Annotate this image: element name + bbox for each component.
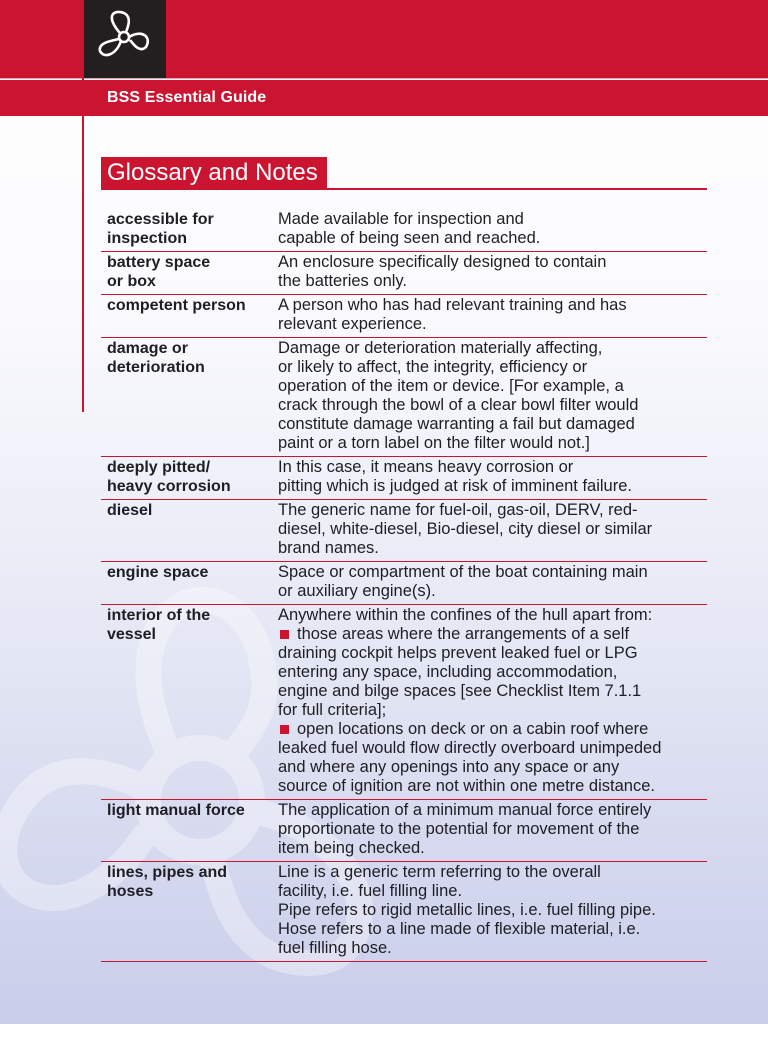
term-line: diesel: [107, 502, 153, 519]
glossary-term: [101, 863, 278, 958]
definition-text: the batteries only.: [278, 272, 408, 290]
glossary-term: [101, 801, 278, 858]
definition-text: or likely to affect, the integrity, efficiency or: [278, 358, 588, 376]
definition-text: pitting which is judged at risk of imminent failure.: [278, 477, 632, 495]
glossary-row: [101, 862, 707, 962]
square-bullet-icon: [280, 630, 289, 639]
definition-text: constitute damage warranting a fail but damaged: [278, 415, 635, 433]
logo: [84, 0, 166, 78]
definition-text: engine and bilge spaces [see Checklist Item 7.1.1: [278, 682, 642, 700]
guide-label: BSS Essential Guide: [107, 89, 267, 106]
definition-text: facility, i.e. fuel filling line.: [278, 882, 463, 900]
definition-line: [278, 739, 707, 758]
definition-text: Pipe refers to rigid metallic lines, i.e. fuel filling pipe.: [278, 901, 656, 919]
definition-line: [278, 210, 707, 229]
definition-text: crack through the bowl of a clear bowl filter would: [278, 396, 639, 414]
glossary-term: [101, 339, 278, 453]
definition-line: [278, 663, 707, 682]
definition-text: those areas where the arrangements of a self: [297, 625, 630, 643]
glossary-term: [101, 253, 278, 291]
definition-line: [278, 606, 707, 625]
definition-line: [278, 272, 707, 291]
term-line: engine space: [107, 564, 209, 581]
definition-text: Made available for inspection and: [278, 210, 524, 228]
glossary-row: [101, 800, 707, 862]
definition-line: [278, 939, 707, 958]
definition-text: leaked fuel would flow directly overboard unimpeded: [278, 739, 662, 757]
definition-line: [278, 758, 707, 777]
definition-text: An enclosure specifically designed to contain: [278, 253, 607, 271]
definition-text: Line is a generic term referring to the overall: [278, 863, 601, 881]
term-line: deterioration: [107, 359, 205, 376]
definition-text: or auxiliary engine(s).: [278, 582, 436, 600]
definition-line: [278, 820, 707, 839]
definition-text: Space or compartment of the boat containing main: [278, 563, 648, 581]
definition-text: diesel, white-diesel, Bio-diesel, city diesel or similar: [278, 520, 653, 538]
term-line: or box: [107, 273, 156, 290]
glossary-definition: [278, 296, 707, 334]
glossary-definition: [278, 801, 707, 858]
definition-line: [278, 920, 707, 939]
glossary-definition: [278, 339, 707, 453]
definition-line: [278, 315, 707, 334]
definition-text: fuel filling hose.: [278, 939, 392, 957]
definition-line: [278, 501, 707, 520]
margin-rule: [82, 0, 84, 412]
definition-line: [278, 582, 707, 601]
definition-line: [278, 458, 707, 477]
term-line: light manual force: [107, 802, 245, 819]
definition-line: [278, 563, 707, 582]
glossary-row: [101, 295, 707, 338]
definition-line: [278, 296, 707, 315]
term-line: interior of the: [107, 607, 211, 624]
glossary-table: [101, 209, 707, 962]
section-title: Glossary and Notes: [101, 157, 327, 189]
glossary-definition: [278, 501, 707, 558]
glossary-definition: [278, 563, 707, 601]
definition-text: The application of a minimum manual force entirely: [278, 801, 652, 819]
definition-text: and where any openings into any space or any: [278, 758, 620, 776]
term-line: accessible for: [107, 211, 214, 228]
definition-line: [278, 644, 707, 663]
glossary-row: [101, 209, 707, 252]
term-line: deeply pitted/: [107, 459, 211, 476]
term-line: competent person: [107, 297, 246, 314]
definition-text: draining cockpit helps prevent leaked fuel or LPG: [278, 644, 638, 662]
definition-text: In this case, it means heavy corrosion or: [278, 458, 574, 476]
definition-line: [278, 358, 707, 377]
definition-text: relevant experience.: [278, 315, 427, 333]
glossary-row: [101, 605, 707, 800]
definition-text: for full criteria];: [278, 701, 387, 719]
term-line: heavy corrosion: [107, 478, 231, 495]
definition-text: operation of the item or device. [For example, a: [278, 377, 624, 395]
square-bullet-icon: [280, 725, 289, 734]
term-line: hoses: [107, 883, 154, 900]
header-divider: [0, 78, 768, 79]
definition-text: Hose refers to a line made of flexible material, i.e.: [278, 920, 641, 938]
definition-line: [278, 520, 707, 539]
definition-text: capable of being seen and reached.: [278, 229, 541, 247]
term-line: lines, pipes and: [107, 864, 228, 881]
glossary-definition: [278, 863, 707, 958]
glossary-term: [101, 458, 278, 496]
definition-line: [278, 625, 707, 644]
glossary-row: [101, 252, 707, 295]
definition-line: [278, 377, 707, 396]
definition-line: [278, 253, 707, 272]
definition-text: The generic name for fuel-oil, gas-oil, DERV, red-: [278, 501, 638, 519]
term-line: inspection: [107, 230, 188, 247]
glossary-row: [101, 562, 707, 605]
glossary-term: [101, 606, 278, 796]
definition-line: [278, 882, 707, 901]
term-line: damage or: [107, 340, 188, 357]
glossary-row: [101, 338, 707, 457]
glossary-definition: [278, 606, 707, 796]
glossary-definition: [278, 253, 707, 291]
glossary-term: [101, 563, 278, 601]
definition-line: [278, 777, 707, 796]
definition-text: A person who has had relevant training and has: [278, 296, 627, 314]
definition-line: [278, 901, 707, 920]
definition-line: [278, 863, 707, 882]
definition-line: [278, 229, 707, 248]
definition-line: [278, 396, 707, 415]
definition-text: proportionate to the potential for movement of the: [278, 820, 640, 838]
definition-text: brand names.: [278, 539, 379, 557]
glossary-definition: [278, 458, 707, 496]
definition-text: item being checked.: [278, 839, 425, 857]
definition-line: [278, 539, 707, 558]
glossary-row: [101, 500, 707, 562]
definition-text: source of ignition are not within one metre distance.: [278, 777, 655, 795]
glossary-definition: [278, 210, 707, 248]
definition-line: [278, 682, 707, 701]
definition-text: Damage or deterioration materially affecting,: [278, 339, 603, 357]
glossary-term: [101, 501, 278, 558]
definition-line: [278, 720, 707, 739]
definition-line: [278, 477, 707, 496]
definition-line: [278, 434, 707, 453]
definition-text: entering any space, including accommodation,: [278, 663, 618, 681]
definition-line: [278, 415, 707, 434]
term-line: vessel: [107, 626, 156, 643]
definition-line: [278, 839, 707, 858]
definition-line: [278, 801, 707, 820]
definition-text: Anywhere within the confines of the hull apart from:: [278, 606, 653, 624]
definition-text: open locations on deck or on a cabin roof where: [297, 720, 649, 738]
glossary-term: [101, 296, 278, 334]
definition-text: paint or a torn label on the filter would not.]: [278, 434, 590, 452]
title-underline: [101, 188, 707, 190]
term-line: battery space: [107, 254, 211, 271]
glossary-row: [101, 457, 707, 500]
definition-line: [278, 701, 707, 720]
definition-line: [278, 339, 707, 358]
propeller-icon: [90, 7, 160, 71]
glossary-term: [101, 210, 278, 248]
